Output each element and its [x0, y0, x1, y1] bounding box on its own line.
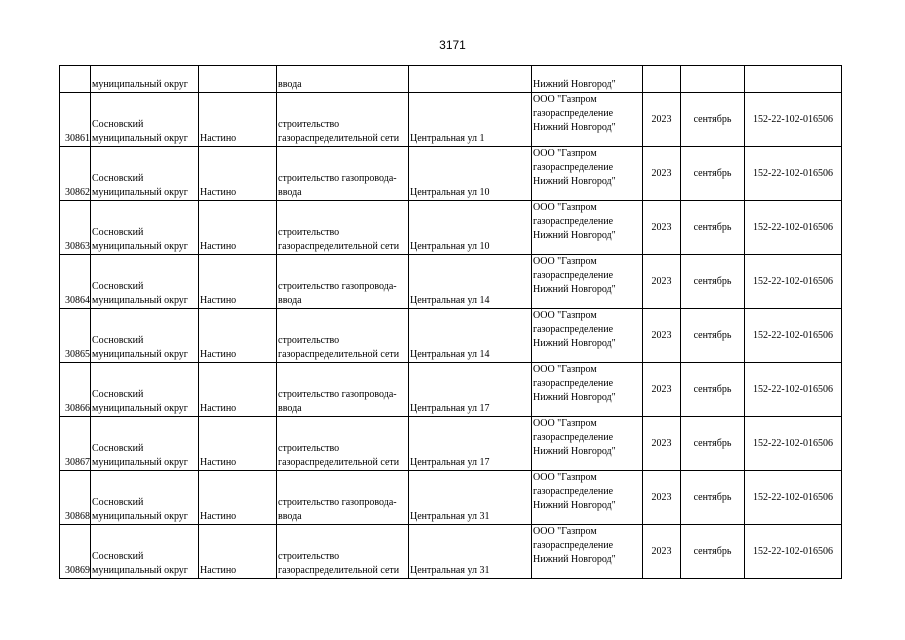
cell-month: сентябрь: [681, 417, 745, 471]
table-row: [60, 201, 842, 255]
cell-year: [643, 66, 681, 93]
cell-district: Сосновский муниципальный округ: [91, 255, 199, 309]
cell-number: 30866: [60, 363, 91, 417]
cell-settlement: Настино: [199, 147, 277, 201]
cell-organization: ООО "Газпром газораспределение Нижний Новгород": [532, 93, 643, 147]
cell-work: строительство газопровода- ввода: [277, 471, 409, 525]
cell-work: строительство газораспределительной сети: [277, 525, 409, 579]
table-row: [60, 309, 842, 363]
cell-district: Сосновский муниципальный округ: [91, 525, 199, 579]
cell-organization: ООО "Газпром газораспределение Нижний Новгород": [532, 309, 643, 363]
cell-district: Сосновский муниципальный округ: [91, 201, 199, 255]
cell-address: Центральная ул 14: [409, 255, 532, 309]
table-row: [60, 417, 842, 471]
cell-settlement: Настино: [199, 201, 277, 255]
cell-settlement: Настино: [199, 417, 277, 471]
cell-address: Центральная ул 14: [409, 309, 532, 363]
cell-month: сентябрь: [681, 201, 745, 255]
cell-year: 2023: [643, 525, 681, 579]
cell-address: [409, 66, 532, 93]
cell-district: Сосновский муниципальный округ: [91, 93, 199, 147]
cell-work: строительство газораспределительной сети: [277, 309, 409, 363]
cell-organization: ООО "Газпром газораспределение Нижний Новгород": [532, 471, 643, 525]
cell-settlement: Настино: [199, 93, 277, 147]
cell-settlement: [199, 66, 277, 93]
cell-district: муниципальный округ: [91, 66, 199, 93]
cell-number: 30869: [60, 525, 91, 579]
cell-district: Сосновский муниципальный округ: [91, 363, 199, 417]
page-number: 3171: [439, 38, 466, 52]
cell-address: Центральная ул 1: [409, 93, 532, 147]
cell-year: 2023: [643, 309, 681, 363]
cell-code: 152-22-102-016506: [745, 525, 842, 579]
cell-year: 2023: [643, 147, 681, 201]
table-row: [60, 471, 842, 525]
cell-month: сентябрь: [681, 363, 745, 417]
table-body: [60, 66, 842, 579]
cell-code: 152-22-102-016506: [745, 309, 842, 363]
cell-code: 152-22-102-016506: [745, 147, 842, 201]
cell-month: сентябрь: [681, 309, 745, 363]
table-row: [60, 147, 842, 201]
cell-settlement: Настино: [199, 255, 277, 309]
cell-month: сентябрь: [681, 147, 745, 201]
gasification-table: [59, 65, 842, 579]
cell-work: строительство газораспределительной сети: [277, 417, 409, 471]
cell-settlement: Настино: [199, 525, 277, 579]
cell-settlement: Настино: [199, 309, 277, 363]
cell-number: [60, 66, 91, 93]
cell-settlement: Настино: [199, 363, 277, 417]
cell-work: строительство газораспределительной сети: [277, 201, 409, 255]
cell-organization: ООО "Газпром газораспределение Нижний Новгород": [532, 363, 643, 417]
cell-work: строительство газопровода- ввода: [277, 255, 409, 309]
cell-address: Центральная ул 17: [409, 417, 532, 471]
cell-organization: ООО "Газпром газораспределение Нижний Новгород": [532, 417, 643, 471]
table-row: [60, 255, 842, 309]
cell-organization: ООО "Газпром газораспределение Нижний Новгород": [532, 201, 643, 255]
cell-number: 30868: [60, 471, 91, 525]
cell-code: [745, 66, 842, 93]
cell-district: Сосновский муниципальный округ: [91, 417, 199, 471]
cell-month: сентябрь: [681, 255, 745, 309]
table-row: [60, 363, 842, 417]
cell-number: 30862: [60, 147, 91, 201]
cell-organization: Нижний Новгород": [532, 66, 643, 93]
cell-district: Сосновский муниципальный округ: [91, 147, 199, 201]
cell-year: 2023: [643, 201, 681, 255]
cell-settlement: Настино: [199, 471, 277, 525]
cell-number: 30865: [60, 309, 91, 363]
cell-number: 30867: [60, 417, 91, 471]
table-row: [60, 525, 842, 579]
cell-year: 2023: [643, 93, 681, 147]
cell-work: ввода: [277, 66, 409, 93]
cell-code: 152-22-102-016506: [745, 471, 842, 525]
cell-address: Центральная ул 10: [409, 201, 532, 255]
cell-work: строительство газораспределительной сети: [277, 93, 409, 147]
cell-year: 2023: [643, 255, 681, 309]
cell-number: 30861: [60, 93, 91, 147]
cell-address: Центральная ул 31: [409, 525, 532, 579]
cell-month: сентябрь: [681, 525, 745, 579]
cell-code: 152-22-102-016506: [745, 93, 842, 147]
table-row-continued: [60, 66, 842, 93]
cell-organization: ООО "Газпром газораспределение Нижний Новгород": [532, 525, 643, 579]
cell-work: строительство газопровода- ввода: [277, 147, 409, 201]
cell-code: 152-22-102-016506: [745, 255, 842, 309]
cell-code: 152-22-102-016506: [745, 417, 842, 471]
cell-month: [681, 66, 745, 93]
cell-district: Сосновский муниципальный округ: [91, 309, 199, 363]
cell-month: сентябрь: [681, 471, 745, 525]
cell-address: Центральная ул 31: [409, 471, 532, 525]
cell-year: 2023: [643, 363, 681, 417]
cell-work: строительство газопровода- ввода: [277, 363, 409, 417]
cell-address: Центральная ул 17: [409, 363, 532, 417]
cell-code: 152-22-102-016506: [745, 363, 842, 417]
cell-number: 30863: [60, 201, 91, 255]
cell-code: 152-22-102-016506: [745, 201, 842, 255]
cell-year: 2023: [643, 471, 681, 525]
cell-district: Сосновский муниципальный округ: [91, 471, 199, 525]
cell-address: Центральная ул 10: [409, 147, 532, 201]
cell-number: 30864: [60, 255, 91, 309]
table-row: [60, 93, 842, 147]
cell-year: 2023: [643, 417, 681, 471]
cell-organization: ООО "Газпром газораспределение Нижний Новгород": [532, 147, 643, 201]
cell-organization: ООО "Газпром газораспределение Нижний Новгород": [532, 255, 643, 309]
cell-month: сентябрь: [681, 93, 745, 147]
